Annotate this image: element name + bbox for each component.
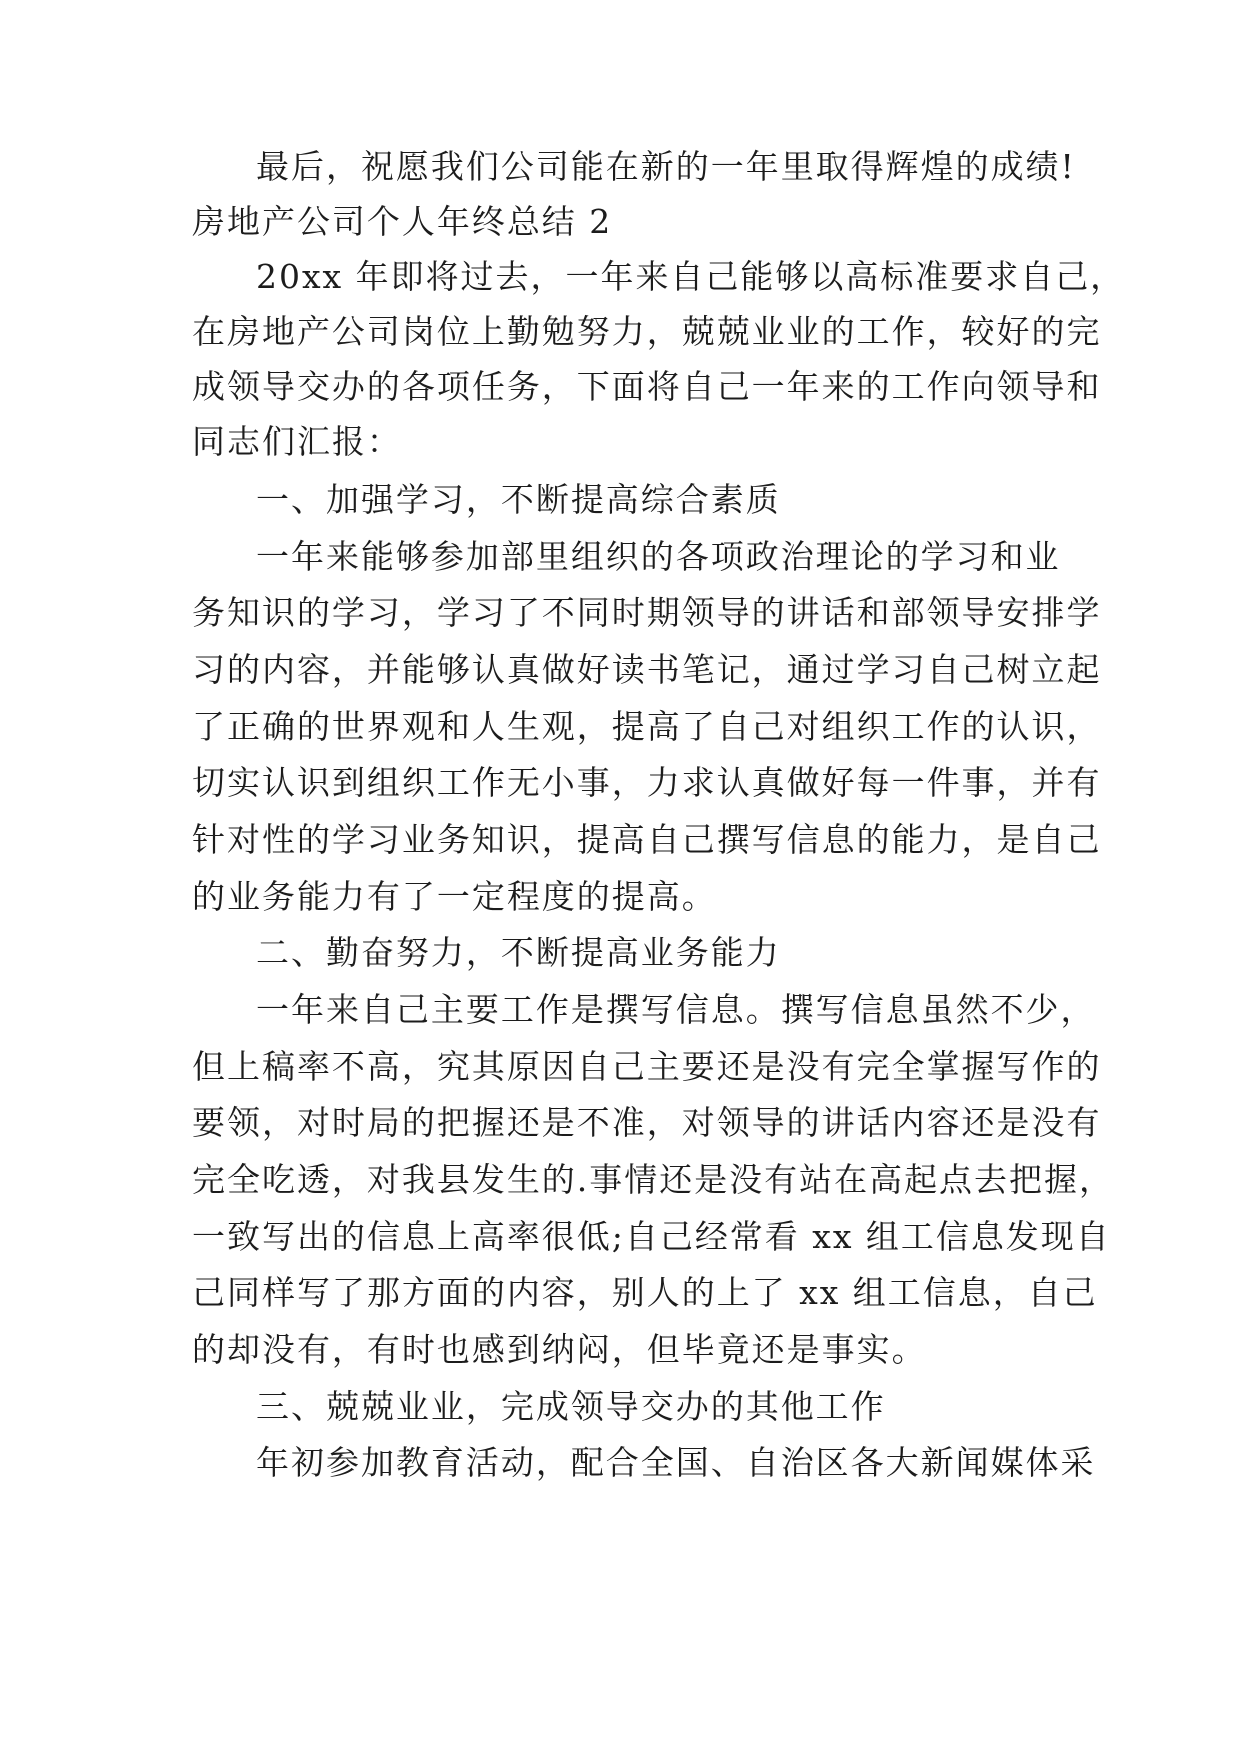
subheading-line: 三、兢兢业业，完成领导交办的其他工作 — [256, 1387, 886, 1426]
paragraph-line: 但上稿率不高，究其原因自己主要还是没有完全掌握写作的 — [192, 1047, 1102, 1086]
paragraph-line: 一年来自己主要工作是撰写信息。撰写信息虽然不少， — [256, 990, 1096, 1029]
paragraph-line: 的业务能力有了一定程度的提高。 — [192, 877, 717, 916]
paragraph-line: 要领，对时局的把握还是不准，对领导的讲话内容还是没有 — [192, 1103, 1102, 1142]
paragraph-line: 务知识的学习，学习了不同时期领导的讲话和部领导安排学 — [192, 593, 1102, 632]
paragraph-line: 成领导交办的各项任务，下面将自己一年来的工作向领导和 — [192, 367, 1102, 406]
subheading-line: 一、加强学习，不断提高综合素质 — [256, 480, 781, 519]
subheading-line: 二、勤奋努力，不断提高业务能力 — [256, 933, 781, 972]
paragraph-line: 在房地产公司岗位上勤勉努力，兢兢业业的工作，较好的完 — [192, 312, 1102, 351]
paragraph-line: 20xx 年即将过去，一年来自己能够以高标准要求自己， — [256, 257, 1126, 296]
closing-wish-line: 最后，祝愿我们公司能在新的一年里取得辉煌的成绩! — [256, 147, 1076, 186]
paragraph-line: 的却没有，有时也感到纳闷，但毕竟还是事实。 — [192, 1330, 927, 1369]
section-title: 房地产公司个人年终总结 2 — [192, 202, 613, 241]
paragraph-line: 完全吃透，对我县发生的.事情还是没有站在高起点去把握， — [192, 1160, 1114, 1199]
paragraph-line: 了正确的世界观和人生观，提高了自己对组织工作的认识， — [192, 707, 1102, 746]
paragraph-line: 同志们汇报： — [192, 422, 402, 461]
paragraph-line: 年初参加教育活动，配合全国、自治区各大新闻媒体采 — [256, 1443, 1096, 1482]
paragraph-line: 一致写出的信息上高率很低;自己经常看 xx 组工信息发现自 — [192, 1217, 1111, 1256]
paragraph-line: 一年来能够参加部里组织的各项政治理论的学习和业 — [256, 537, 1061, 576]
paragraph-line: 习的内容，并能够认真做好读书笔记，通过学习自己树立起 — [192, 650, 1102, 689]
paragraph-line: 针对性的学习业务知识，提高自己撰写信息的能力，是自己 — [192, 820, 1102, 859]
paragraph-line: 己同样写了那方面的内容，别人的上了 xx 组工信息，自己 — [192, 1273, 1098, 1312]
paragraph-line: 切实认识到组织工作无小事，力求认真做好每一件事，并有 — [192, 763, 1102, 802]
